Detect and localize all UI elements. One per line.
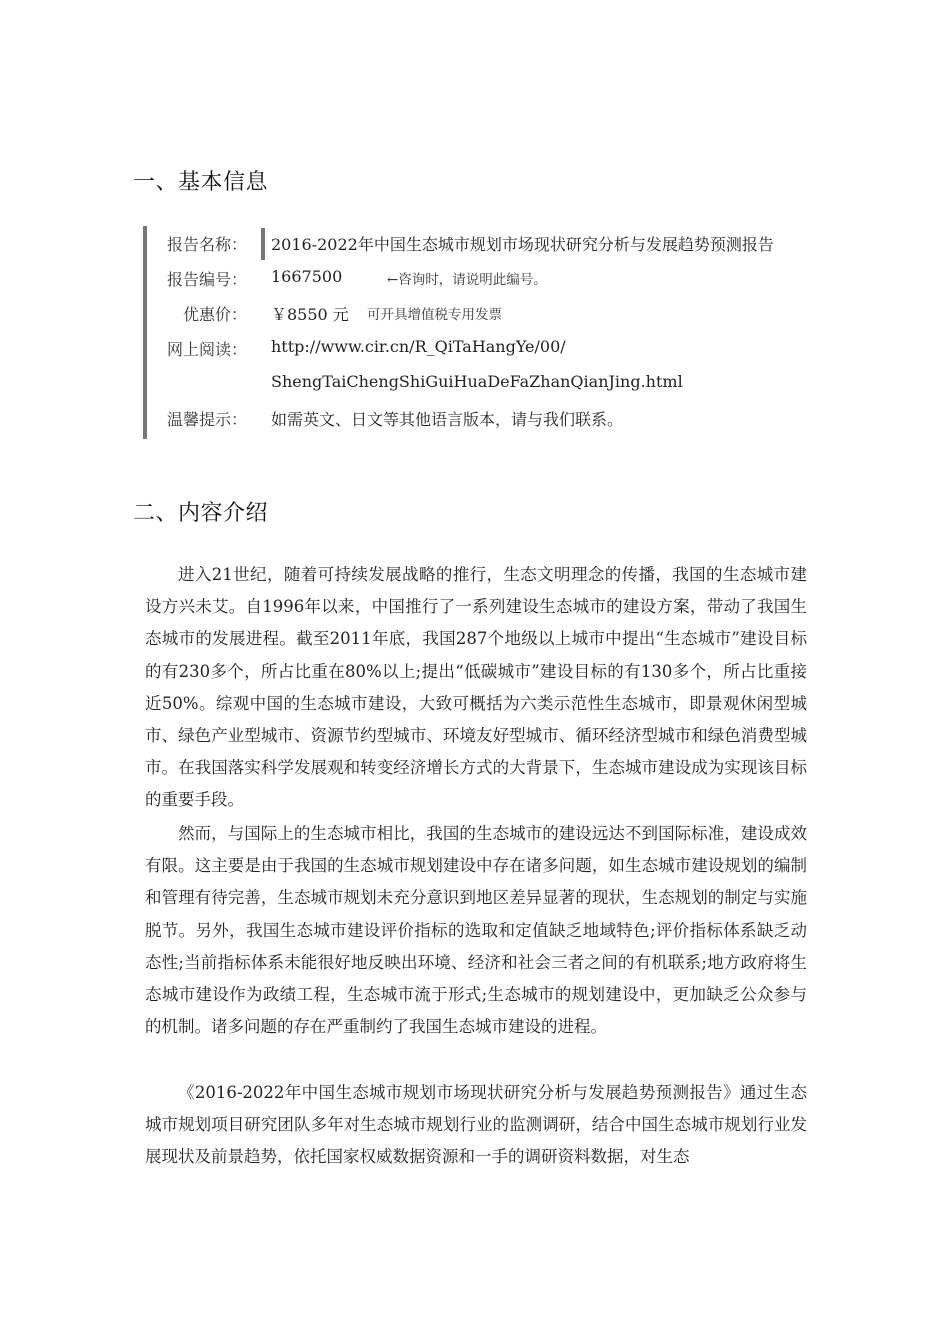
report-code-note: ←咨询时，请说明此编号。 [387, 272, 547, 288]
report-code-label: 报告编号： [166, 270, 247, 289]
report-name-label: 报告名称： [166, 235, 247, 254]
invoice-note: 可开具增值税专用发票 [367, 307, 502, 323]
price-value: ￥8550 元 [271, 305, 349, 324]
tip-value: 如需英文、日文等其他语言版本，请与我们联系。 [271, 410, 624, 429]
tip-label: 温馨提示： [166, 410, 247, 429]
price-label: 优惠价： [182, 305, 247, 324]
intro-paragraph-1: 进入21世纪，随着可持续发展战略的推行，生态文明理念的传播，我国的生态城市建设方兴未艾。自1996年以来，中国推行了一系列建设生态城市的建设方案，带动了我国生态城市的发展进程。截至2011年底，我国287个地级以上城市中提出“生态城市”建设目标的有230多个，所占比重在80%以上;提出“低碳城市”建设目标的有130多个，所占比重接近50%。综观中国的生态城市建设，大致可概括为六类示范性生态城市，即景观休闲型城市、绿色产业型城市、资源节约型城市、环境友好型城市、循环经济型城市和绿色消费型城市。在我国落实科学发展观和转变经济增长方式的大背景下，生态城市建设成为实现该目标的重要手段。 [145, 565, 807, 810]
intro-paragraph-2: 然而，与国际上的生态城市相比，我国的生态城市的建设远达不到国际标准，建设成效有限。这主要是由于我国的生态城市规划建设中存在诸多问题，如生态城市建设规划的编制和管理有待完善，生态城市规划未充分意识到地区差异显著的现状，生态规划的制定与实施脱节。另外，我国生态城市建设评价指标的选取和定值缺乏地域特色;评价指标体系缺乏动态性;当前指标体系未能很好地反映出环境、经济和社会三者之间的有机联系;地方政府将生态城市建设作为政绩工程，生态城市流于形式;生态城市的规划建设中，更加缺乏公众参与的机制。诸多问题的存在严重制约了我国生态城市建设的进程。 [145, 824, 807, 1037]
online-reading-url-line2[interactable]: ShengTaiChengShiGuiHuaDeFaZhanQianJing.html [271, 372, 683, 391]
report-name-value: 2016-2022年中国生态城市规划市场现状研究分析与发展趋势预测报告 [271, 235, 774, 254]
report-code-value: 1667500 [271, 267, 343, 286]
section-title-basic-info: 一、基本信息 [133, 170, 269, 195]
online-reading-url-line1[interactable]: http://www.cir.cn/R_QiTaHangYe/00/ [271, 337, 566, 356]
section-title-content-intro: 二、内容介绍 [133, 501, 269, 526]
online-reading-label: 网上阅读： [166, 340, 247, 359]
intro-paragraph-3: 《2016-2022年中国生态城市规划市场现状研究分析与发展趋势预测报告》通过生态城市规划项目研究团队多年对生态城市规划行业的监测调研，结合中国生态城市规划行业发展现状及前景趋势，依托国家权威数据资源和一手的调研资料数据，对生态 [145, 1083, 807, 1167]
report-name-marker [261, 228, 265, 260]
basic-info-block [143, 226, 827, 439]
